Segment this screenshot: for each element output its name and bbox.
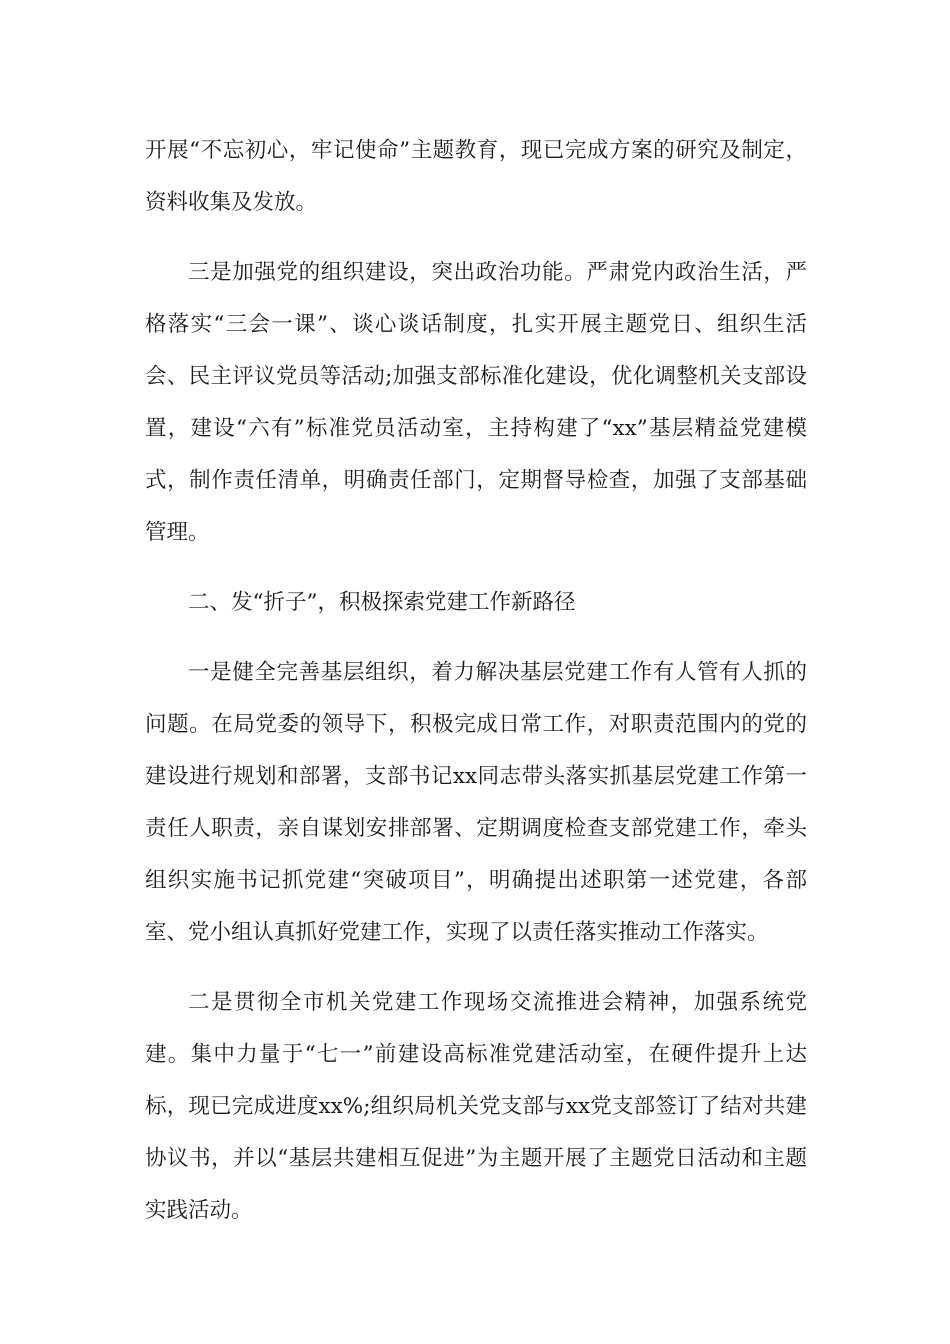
- paragraph-system-party-building: 二是贯彻全市机关党建工作现场交流推进会精神，加强系统党建。集中力量于“七一”前建设高标准党建活动室，在硬件提升上达标，现已完成进度xx%;组织局机关党支部与xx党支部签订了结对共建协议书，并以“基层共建相互促进”为主题开展了主题党日活动和主题实践活动。: [145, 990, 807, 1223]
- document-body: [145, 125, 807, 1255]
- paragraph-grassroots-organization: 一是健全完善基层组织，着力解决基层党建工作有人管有人抓的问题。在局党委的领导下，积极完成日常工作，对职责范围内的党的建设进行规划和部署，支部书记xx同志带头落实抓基层党建工作第一责任人职责，亲自谋划安排部署、定期调度检查支部党建工作，牵头组织实施书记抓党建“突破项目”，明确提出述职第一述党建，各部室、党小组认真抓好党建工作，实现了以责任落实推动工作落实。: [145, 660, 807, 945]
- paragraph-continuation: 开展“不忘初心，牢记使命”主题教育，现已完成方案的研究及制定，资料收集及发放。: [145, 138, 807, 215]
- section-heading-two: 二、发“折子”，积极探索党建工作新路径: [188, 590, 576, 615]
- paragraph-organization-building: 三是加强党的组织建设，突出政治功能。严肃党内政治生活，严格落实“三会一课”、谈心谈话制度，扎实开展主题党日、组织生活会、民主评议党员等活动;加强支部标准化建设，优化调整机关支部设置，建设“六有”标准党员活动室，主持构建了“xx”基层精益党建模式，制作责任清单，明确责任部门，定期督导检查，加强了支部基础管理。: [145, 260, 807, 545]
